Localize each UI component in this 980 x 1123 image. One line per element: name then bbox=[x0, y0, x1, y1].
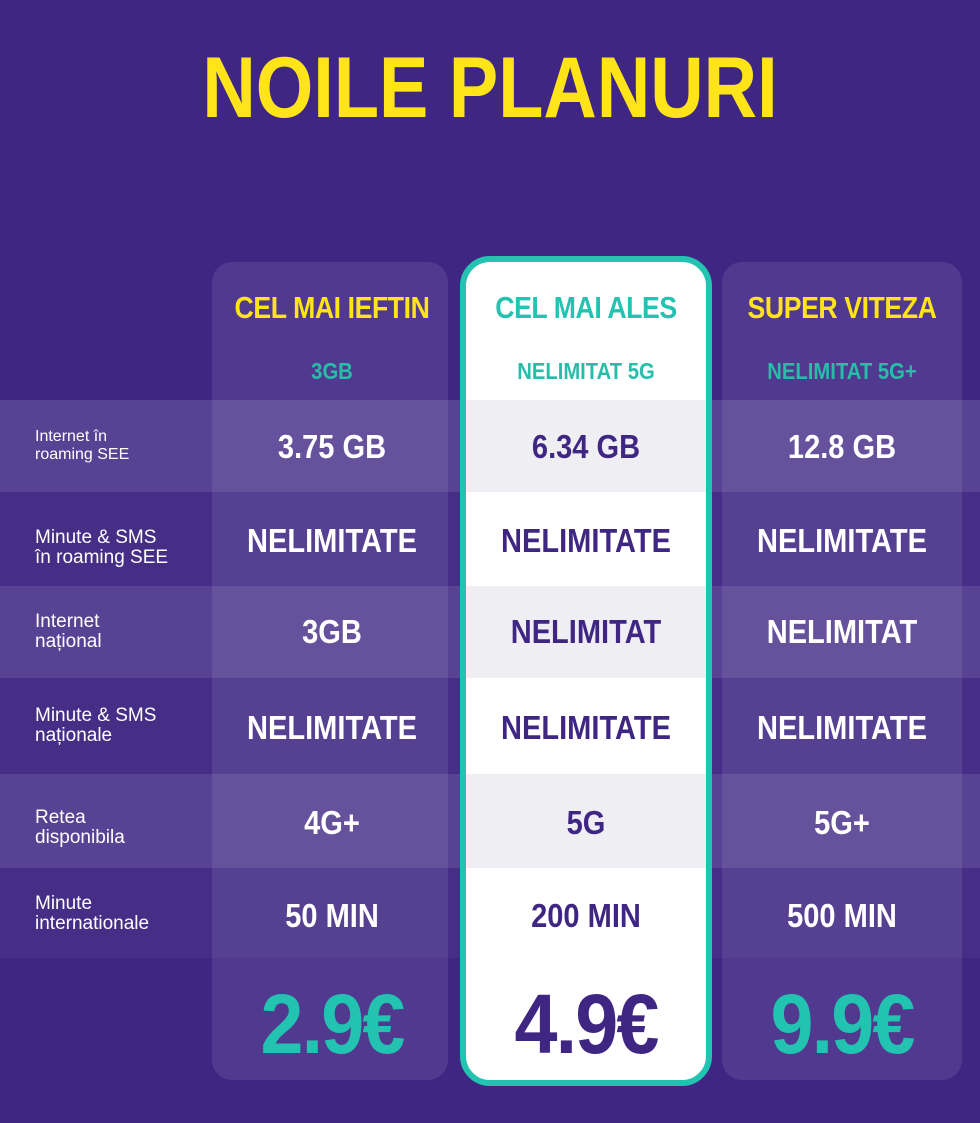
page-title: NOILE PLANURI bbox=[202, 40, 778, 136]
row-label: Minute & SMS naționale bbox=[35, 705, 157, 746]
cell-value: NELIMITAT bbox=[510, 613, 662, 650]
cell-value: NELIMITATE bbox=[247, 709, 417, 746]
cell-value: NELIMITATE bbox=[501, 522, 671, 559]
row-label: Retea disponibila bbox=[35, 807, 125, 848]
cell-value: NELIMITATE bbox=[757, 522, 927, 559]
row-label: Internet în roaming SEE bbox=[35, 428, 130, 463]
cell-value: NELIMITAT bbox=[766, 613, 918, 650]
cell-value: NELIMITATE bbox=[501, 709, 671, 746]
plan-data-speed: NELIMITAT 5G+ bbox=[767, 358, 917, 384]
plan-data-cheapest: 3GB bbox=[311, 358, 353, 384]
cell-value: 12.8 GB bbox=[787, 428, 897, 465]
plan-name-featured: CEL MAI ALES bbox=[495, 290, 677, 325]
cell-value: NELIMITATE bbox=[247, 522, 417, 559]
row-label: Internet național bbox=[35, 611, 102, 652]
cell-value: 500 MIN bbox=[787, 897, 897, 934]
cell-value: 3GB bbox=[302, 613, 362, 650]
cell-value: NELIMITATE bbox=[757, 709, 927, 746]
row-label: Minute & SMS în roaming SEE bbox=[35, 527, 169, 568]
price-featured: 4.9€ bbox=[514, 977, 658, 1071]
cell-value: 3.75 GB bbox=[277, 428, 387, 465]
cell-value: 4G+ bbox=[304, 804, 360, 841]
row-label: Minute internationale bbox=[35, 893, 150, 934]
cell-value: 200 MIN bbox=[531, 897, 641, 934]
plan-name-speed: SUPER VITEZA bbox=[747, 290, 937, 325]
price-speed: 9.9€ bbox=[770, 977, 914, 1071]
plan-data-featured: NELIMITAT 5G bbox=[517, 358, 655, 384]
cell-value: 5G bbox=[566, 804, 606, 841]
cell-value: 50 MIN bbox=[285, 897, 379, 934]
cell-value: 6.34 GB bbox=[531, 428, 641, 465]
cell-value: 5G+ bbox=[814, 804, 870, 841]
plan-name-cheapest: CEL MAI IEFTIN bbox=[234, 290, 430, 325]
price-cheapest: 2.9€ bbox=[260, 977, 404, 1071]
